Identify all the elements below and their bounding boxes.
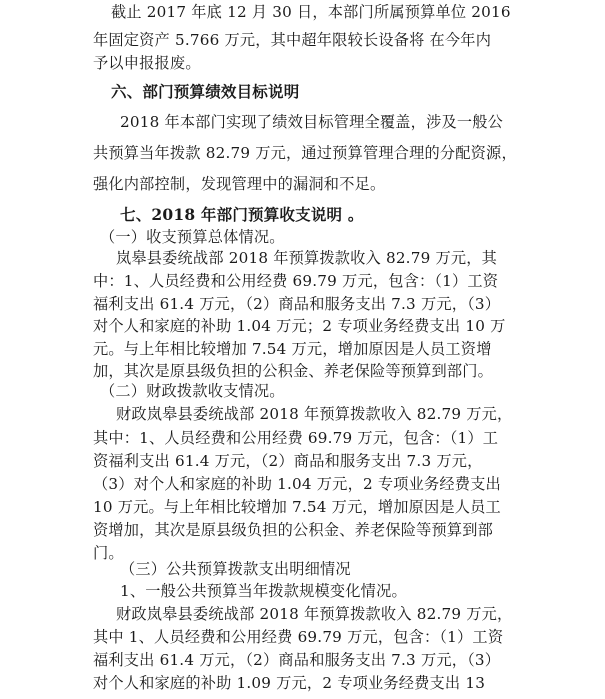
fiscal-paragraph-line-4: （3）对个人和家庭的补助 1.04 万元，2 专项业务经费支出 <box>93 475 501 493</box>
section-heading-6: 六、部门预算绩效目标说明 <box>111 82 300 101</box>
overall-paragraph-line-5: 元。与上年相比较增加 7.54 万元，增加原因是人员工资增 <box>93 340 492 358</box>
performance-paragraph-line-1: 2018 年本部门实现了绩效目标管理全覆盖，涉及一般公 <box>120 113 504 131</box>
public-paragraph-line-4: 对个人和家庭的补助 1.09 万元，2 专项业务经费支出 13 <box>93 674 486 692</box>
assets-paragraph-line-3: 予以申报报废。 <box>93 54 201 72</box>
subsection-heading-3: （三）公共预算拨款支出明细情况 <box>120 560 351 578</box>
performance-paragraph-line-2: 共预算当年拨款 82.79 万元，通过预算管理合理的分配资源， <box>93 144 517 162</box>
assets-paragraph-line-2: 年固定资产 5.766 万元，其中超年限较长设备将 在今年内 <box>93 31 492 49</box>
overall-paragraph-line-1: 岚皋县委统战部 2018 年预算拨款收入 82.79 万元，其 <box>116 249 498 267</box>
fiscal-paragraph-line-3: 资福利支出 61.4 万元，（2）商品和服务支出 7.3 万元， <box>93 452 483 470</box>
public-paragraph-line-3: 福利支出 61.4 万元，（2）商品和服务支出 7.3 万元，（3） <box>93 651 501 669</box>
subsection-heading-2: （二）财政拨款收支情况。 <box>100 382 285 400</box>
fiscal-paragraph-line-6: 资增加，其次是原县级负担的公积金、养老保险等预算到部 <box>93 521 494 539</box>
performance-paragraph-line-3: 强化内部控制，发现管理中的漏洞和不足。 <box>93 175 386 193</box>
public-paragraph-line-2: 其中 1、人员经费和公用经费 69.79 万元，包含：（1）工资 <box>93 628 504 646</box>
public-paragraph-line-1: 财政岚皋县委统战部 2018 年预算拨款收入 82.79 万元， <box>116 605 513 623</box>
assets-paragraph-line-1: 截止 2017 年底 12 月 30 日，本部门所属预算单位 2016 <box>111 3 511 21</box>
overall-paragraph-line-2: 中：1、人员经费和公用经费 69.79 万元，包含：（1）工资 <box>93 272 499 290</box>
fiscal-paragraph-line-1: 财政岚皋县委统战部 2018 年预算拨款收入 82.79 万元， <box>116 405 513 423</box>
overall-paragraph-line-3: 福利支出 61.4 万元，（2）商品和服务支出 7.3 万元，（3） <box>93 295 501 313</box>
section-heading-7: 七、2018 年部门预算收支说明 。 <box>120 205 364 224</box>
overall-paragraph-line-6: 加，其次是原县级负担的公积金、养老保险等预算到部门。 <box>93 362 494 380</box>
overall-paragraph-line-4: 对个人和家庭的补助 1.04 万元；2 专项业务经费支出 10 万 <box>93 317 506 335</box>
fiscal-paragraph-line-2: 其中：1、人员经费和公用经费 69.79 万元，包含：（1）工 <box>93 429 499 447</box>
subsection-heading-1: （一）收支预算总体情况。 <box>100 228 285 246</box>
fiscal-paragraph-line-5: 10 万元。与上年相比较增加 7.54 万元，增加原因是人员工 <box>93 498 501 516</box>
subsection-heading-3-1: 1、一般公共预算当年拨款规模变化情况。 <box>120 582 407 600</box>
fiscal-paragraph-line-7: 门。 <box>93 544 124 562</box>
